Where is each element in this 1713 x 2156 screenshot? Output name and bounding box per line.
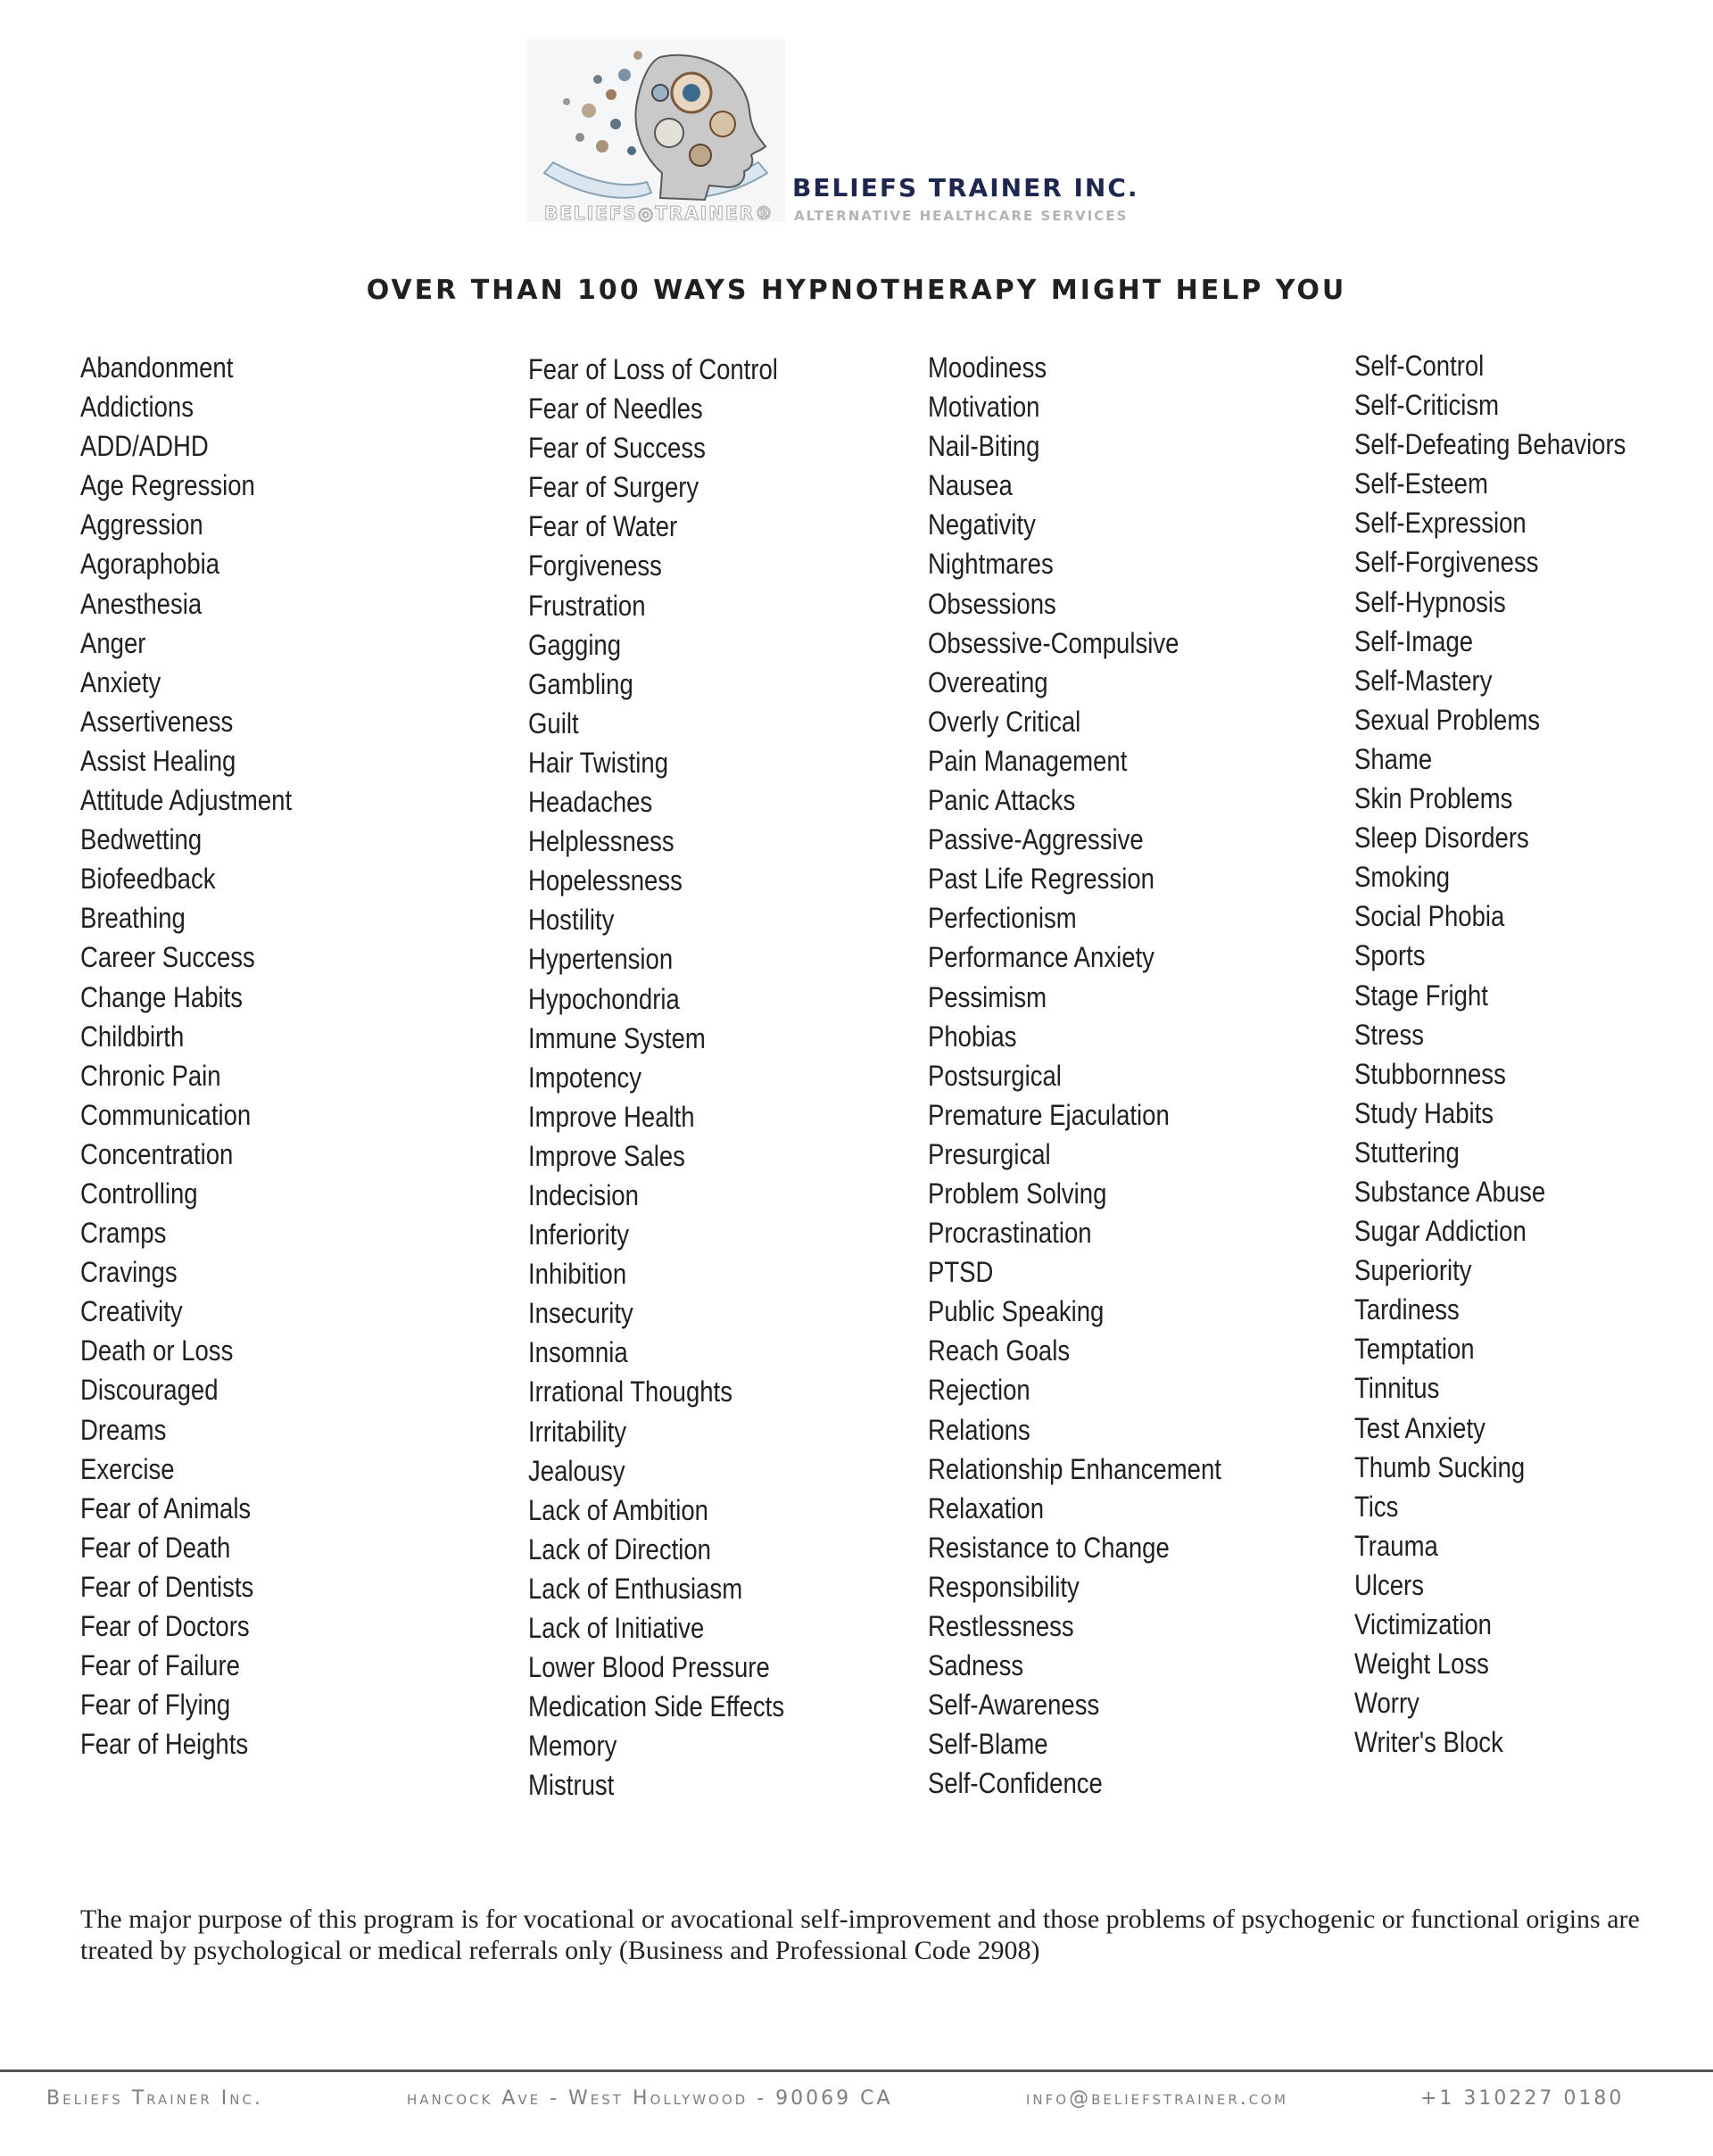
list-item: PTSD xyxy=(928,1256,994,1289)
list-item: Postsurgical xyxy=(928,1059,1062,1092)
list-item: Irritability xyxy=(528,1415,627,1448)
list-item: Self-Confidence xyxy=(928,1767,1103,1800)
list-item: Sleep Disorders xyxy=(1354,822,1529,855)
list-item: Assist Healing xyxy=(80,744,236,777)
list-item: Gagging xyxy=(528,628,622,661)
list-item: Fear of Death xyxy=(80,1531,231,1564)
list-column-4 xyxy=(1354,346,1713,1762)
list-item: Phobias xyxy=(928,1020,1017,1053)
list-item: Concentration xyxy=(80,1137,234,1170)
list-item: Past Life Regression xyxy=(928,863,1154,896)
list-item: Exercise xyxy=(80,1452,175,1485)
list-item: Irrational Thoughts xyxy=(528,1375,732,1408)
list-item: Sports xyxy=(1354,939,1426,972)
list-item: Moodiness xyxy=(928,351,1047,384)
list-item: Relaxation xyxy=(928,1491,1045,1524)
list-item: Fear of Failure xyxy=(80,1649,240,1682)
list-item: Superiority xyxy=(1354,1254,1472,1287)
list-item: Fear of Flying xyxy=(80,1689,231,1722)
footer-phone[interactable]: +1 310227 0180 xyxy=(1420,2087,1625,2110)
list-item: Fear of Animals xyxy=(80,1491,252,1524)
list-item: Improve Health xyxy=(528,1100,695,1133)
list-item: Hypochondria xyxy=(528,982,680,1015)
list-item: Self-Defeating Behaviors xyxy=(1354,428,1626,461)
list-item: Pessimism xyxy=(928,980,1047,1013)
list-item: Negativity xyxy=(928,508,1036,541)
list-item: Worry xyxy=(1354,1687,1419,1720)
list-item: Breathing xyxy=(80,902,186,935)
list-item: Nausea xyxy=(928,469,1013,502)
list-item: Career Success xyxy=(80,941,255,974)
list-item: Self-Hypnosis xyxy=(1354,585,1506,618)
page-title: OVER THAN 100 WAYS HYPNOTHERAPY MIGHT HELP YOU xyxy=(366,275,1347,306)
list-item: Addictions xyxy=(80,391,194,424)
list-item: Agoraphobia xyxy=(80,548,220,581)
list-item: Aggression xyxy=(80,508,203,541)
company-name: BELIEFS TRAINER INC. xyxy=(792,173,1139,202)
list-item: Hypertension xyxy=(528,943,674,976)
list-item: Fear of Success xyxy=(528,432,706,465)
list-item: Age Regression xyxy=(80,469,255,502)
list-item: Lack of Ambition xyxy=(528,1493,708,1526)
list-item: Chronic Pain xyxy=(80,1059,221,1092)
list-item: Stubbornness xyxy=(1354,1057,1506,1090)
list-item: Writer's Block xyxy=(1354,1726,1503,1759)
list-item: Communication xyxy=(80,1098,252,1131)
list-item: Relations xyxy=(928,1413,1030,1446)
list-item: Pain Management xyxy=(928,744,1128,777)
list-item: Nail-Biting xyxy=(928,430,1040,463)
list-item: Anesthesia xyxy=(80,587,203,620)
list-item: Indecision xyxy=(528,1178,639,1211)
footer-company: Beliefs Trainer Inc. xyxy=(46,2087,263,2110)
list-item: Medication Side Effects xyxy=(528,1690,785,1723)
list-item: Self-Criticism xyxy=(1354,389,1500,422)
list-item: Substance Abuse xyxy=(1354,1175,1546,1208)
list-item: ADD/ADHD xyxy=(80,430,209,463)
list-item: Inferiority xyxy=(528,1218,630,1251)
list-item: Procrastination xyxy=(928,1217,1092,1250)
disclaimer-text: The major purpose of this program is for vocational or avocational self-improvement and those problems of psychogenic or functional origins are treated by psychological or medical referrals only (Business and Professional Code 2908) xyxy=(80,1904,1640,1965)
list-item: Forgiveness xyxy=(528,549,662,582)
list-item: Lack of Initiative xyxy=(528,1612,705,1644)
list-item: Overly Critical xyxy=(928,705,1081,738)
list-item: Helplessness xyxy=(528,825,674,858)
footer-address: hancock Ave - West Hollywood - 90069 CA xyxy=(407,2087,893,2110)
list-item: Frustration xyxy=(528,589,646,622)
list-item: Tardiness xyxy=(1354,1293,1460,1326)
list-item: Responsibility xyxy=(928,1570,1080,1603)
list-item: Reach Goals xyxy=(928,1334,1071,1367)
list-item: Test Anxiety xyxy=(1354,1411,1485,1444)
list-item: Hopelessness xyxy=(528,864,683,897)
list-item: Self-Forgiveness xyxy=(1354,546,1539,579)
list-item: Victimization xyxy=(1354,1608,1492,1640)
list-item: Overeating xyxy=(928,665,1048,698)
list-item: Gambling xyxy=(528,667,633,700)
list-item: Trauma xyxy=(1354,1529,1438,1562)
list-item: Sugar Addiction xyxy=(1354,1215,1527,1248)
list-item: Fear of Needles xyxy=(528,392,703,425)
list-item: Weight Loss xyxy=(1354,1648,1489,1681)
list-item: Bedwetting xyxy=(80,823,203,856)
list-item: Mistrust xyxy=(528,1769,615,1802)
list-item: Self-Esteem xyxy=(1354,467,1488,500)
list-item: Relationship Enhancement xyxy=(928,1452,1221,1485)
list-item: Fear of Doctors xyxy=(80,1610,250,1642)
list-item: Stage Fright xyxy=(1354,979,1488,1012)
list-item: Lack of Enthusiasm xyxy=(528,1572,743,1605)
list-item: Hair Twisting xyxy=(528,746,669,779)
list-item: Guilt xyxy=(528,706,579,739)
list-item: Jealousy xyxy=(528,1454,625,1487)
list-item: Fear of Surgery xyxy=(528,471,699,504)
list-item: Panic Attacks xyxy=(928,784,1076,817)
list-item: Stuttering xyxy=(1354,1136,1460,1169)
list-item: Rejection xyxy=(928,1374,1030,1407)
list-item: Fear of Loss of Control xyxy=(528,353,778,385)
list-item: Cramps xyxy=(80,1217,167,1250)
footer-divider xyxy=(0,2069,1713,2072)
list-item: Anger xyxy=(80,626,146,659)
list-item: Nightmares xyxy=(928,548,1054,581)
brand-wordmark: BELIEFS◎TRAINER® xyxy=(544,202,775,224)
list-item: Inhibition xyxy=(528,1258,627,1291)
list-item: Ulcers xyxy=(1354,1568,1424,1601)
list-item: Self-Blame xyxy=(928,1728,1048,1761)
list-item: Fear of Water xyxy=(528,510,678,543)
list-item: Dreams xyxy=(80,1413,167,1446)
list-item: Creativity xyxy=(80,1295,183,1328)
list-item: Obsessive-Compulsive xyxy=(928,626,1179,659)
list-item: Immune System xyxy=(528,1021,706,1054)
list-item: Performance Anxiety xyxy=(928,941,1154,974)
list-item: Self-Awareness xyxy=(928,1689,1100,1722)
list-item: Sexual Problems xyxy=(1354,703,1541,736)
list-item: Fear of Dentists xyxy=(80,1570,254,1603)
list-item: Skin Problems xyxy=(1354,782,1513,815)
head-mandala-logo-icon xyxy=(526,39,794,227)
list-column-3 xyxy=(928,348,1347,1803)
list-item: Lack of Direction xyxy=(528,1532,711,1565)
list-item: Study Habits xyxy=(1354,1096,1494,1129)
list-item: Self-Image xyxy=(1354,624,1474,657)
list-item: Perfectionism xyxy=(928,902,1077,935)
list-item: Abandonment xyxy=(80,351,234,384)
list-item: Impotency xyxy=(528,1061,641,1094)
list-item: Obsessions xyxy=(928,587,1056,620)
list-item: Shame xyxy=(1354,742,1433,775)
list-item: Premature Ejaculation xyxy=(928,1098,1170,1131)
list-item: Anxiety xyxy=(80,665,161,698)
list-item: Controlling xyxy=(80,1177,198,1210)
list-item: Motivation xyxy=(928,391,1040,424)
list-item: Tics xyxy=(1354,1490,1399,1523)
list-item: Temptation xyxy=(1354,1333,1475,1366)
list-item: Self-Control xyxy=(1354,350,1485,382)
list-item: Fear of Heights xyxy=(80,1728,249,1761)
list-item: Self-Expression xyxy=(1354,507,1527,540)
list-item: Restlessness xyxy=(928,1610,1074,1642)
company-tagline: ALTERNATIVE HEALTHCARE SERVICES xyxy=(794,208,1129,224)
list-item: Death or Loss xyxy=(80,1334,234,1367)
list-item: Problem Solving xyxy=(928,1177,1107,1210)
list-item: Improve Sales xyxy=(528,1139,685,1172)
list-item: Headaches xyxy=(528,786,653,819)
list-item: Assertiveness xyxy=(80,705,234,738)
list-item: Passive-Aggressive xyxy=(928,823,1144,856)
list-item: Hostility xyxy=(528,904,615,937)
list-item: Memory xyxy=(528,1730,617,1763)
list-item: Self-Mastery xyxy=(1354,664,1493,697)
list-item: Resistance to Change xyxy=(928,1531,1170,1564)
footer-email[interactable]: info@beliefstrainer.com xyxy=(1026,2087,1288,2110)
list-item: Attitude Adjustment xyxy=(80,784,293,817)
list-item: Lower Blood Pressure xyxy=(528,1651,770,1684)
list-item: Sadness xyxy=(928,1649,1024,1682)
list-item: Smoking xyxy=(1354,861,1451,894)
list-item: Social Phobia xyxy=(1354,900,1505,933)
list-column-2 xyxy=(528,350,948,1805)
list-item: Thumb Sucking xyxy=(1354,1450,1526,1483)
list-item: Discouraged xyxy=(80,1374,219,1407)
list-item: Biofeedback xyxy=(80,863,216,896)
list-item: Public Speaking xyxy=(928,1295,1105,1328)
list-item: Change Habits xyxy=(80,980,244,1013)
list-item: Insecurity xyxy=(528,1297,633,1330)
list-item: Cravings xyxy=(80,1256,178,1289)
list-item: Presurgical xyxy=(928,1137,1051,1170)
company-logo xyxy=(526,39,1142,227)
list-item: Insomnia xyxy=(528,1336,628,1369)
list-item: Tinnitus xyxy=(1354,1372,1440,1405)
list-item: Stress xyxy=(1354,1018,1424,1051)
list-item: Childbirth xyxy=(80,1020,185,1053)
list-column-1 xyxy=(80,348,500,1764)
